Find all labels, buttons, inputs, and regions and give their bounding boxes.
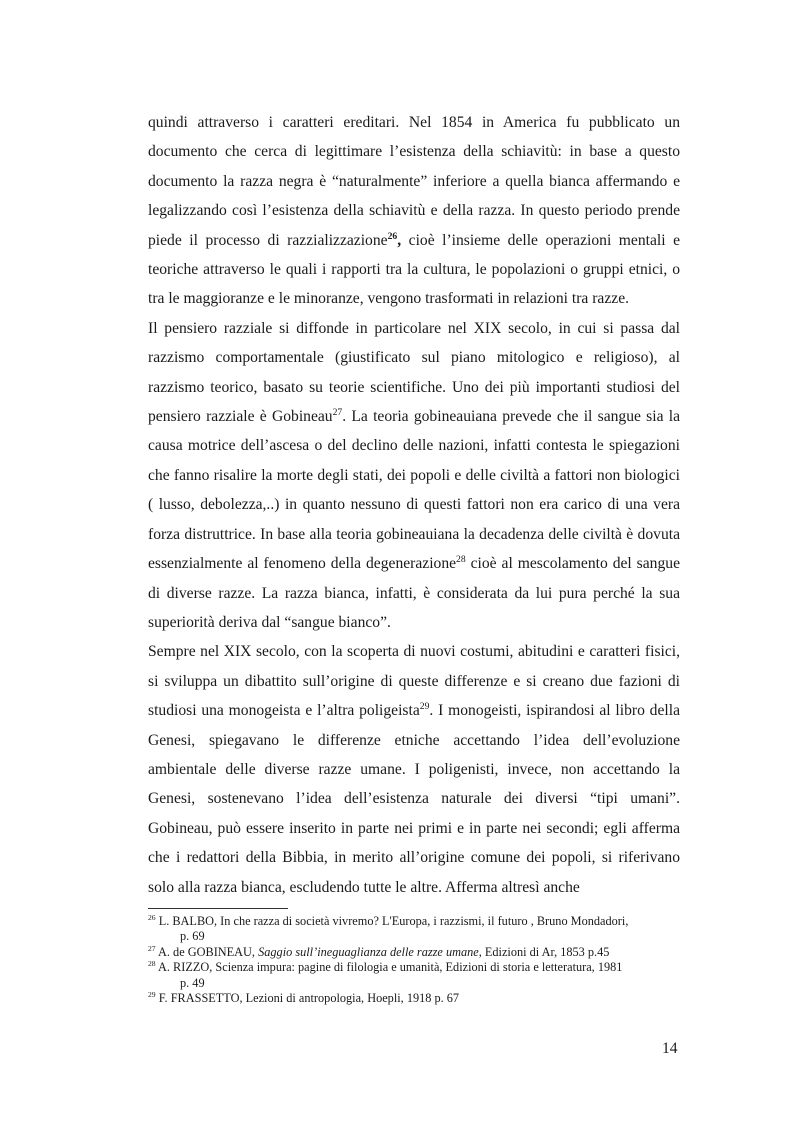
footnote-separator	[148, 908, 288, 909]
text-run: . La teoria gobineauiana prevede che il sangue sia la causa motrice dell’ascesa o del declino delle nazioni, infatti contesta le spiegazioni che fanno risalire la morte degli stati, dei popoli e delle civiltà a fattori non biologici ( lusso, debolezza,..) in quanto nessuno di questi fattori non era carico di una vera forza distruttrice. In base alla teoria gobineauiana la decadenza delle civiltà è dovuta essenzialmente al fenomeno della degenerazione	[148, 408, 681, 573]
text-run: quindi attraverso i caratteri ereditari. Nel 1854 in America fu pubblicato un documento che cerca di legittimare l’esistenza della schiavitù: in base a questo documento la razza negra è “naturalmente” inferiore a quella bianca affermando e legalizzando così l’esistenza della schiavitù e della razza. In questo periodo prende piede il processo di razzializzazione	[148, 114, 680, 249]
body-text	[148, 108, 680, 902]
paragraph-1	[148, 108, 680, 314]
footnote-text: A. de GOBINEAU,	[158, 944, 259, 959]
footnote-27	[148, 945, 680, 960]
footnote-number: 27	[148, 943, 156, 953]
footnote-28	[148, 960, 680, 991]
footnote-text: L. BALBO, In che razza di società vivremo? L'Europa, i razzismi, il futuro , Bruno Mondadori,	[158, 914, 629, 928]
text-run: Il pensiero razziale si diffonde in particolare nel XIX secolo, in cui si passa dal razzismo comportamentale (giustificato sul piano mitologico e religioso), al razzismo teorico, basato su teorie scientifiche. Uno dei più importanti studiosi del pensiero razziale è Gobineau	[148, 319, 680, 426]
footnote-number: 26	[148, 912, 156, 922]
text-run: ,	[397, 231, 402, 249]
footnote-text: , Edizioni di Ar, 1853 p.45	[478, 944, 610, 959]
footnote-title: Saggio sull’ineguaglianza delle razze umane	[258, 944, 479, 959]
footnote-29	[148, 991, 680, 1006]
footnotes	[148, 914, 680, 1006]
page-number: 14	[662, 1040, 678, 1057]
footnote-ref-27[interactable]: 27	[332, 406, 343, 418]
paragraph-3	[148, 637, 680, 902]
text-run: Sempre nel XIX secolo, con la scoperta di nuovi costumi, abitudini e caratteri fisici, si sviluppa un dibattito sull’origine di queste differenze e si creano due fazioni di studiosi una monogeista e l’altra poligeista	[148, 643, 680, 720]
footnote-text: A. RIZZO, Scienza impura: pagine di filologia e umanità, Edizioni di storia e letteratura, 1981	[158, 960, 623, 975]
footnote-ref-29[interactable]: 29	[419, 700, 430, 712]
footnote-number: 29	[148, 989, 156, 999]
footnote-ref-26[interactable]: 26	[387, 230, 398, 242]
footnote-continuation: p. 49	[180, 975, 205, 990]
text-run: cioè l’insieme delle operazioni mentali e teoriche attraverso le quali i rapporti tra la cultura, le popolazioni o gruppi etnici, o tra le maggioranze e le minoranze, vengono trasformati in relazioni tra razze.	[148, 231, 680, 308]
footnote-continuation: p. 69	[180, 929, 205, 944]
page-body	[148, 108, 680, 902]
footnote-26	[148, 914, 680, 945]
text-run: cioè al mescolamento del sangue di diverse razze. La razza bianca, infatti, è considerata da lui pura perché la sua superiorità deriva dal “sangue bianco”.	[148, 555, 680, 631]
text-run: . I monogeisti, ispirandosi al libro della Genesi, spiegavano le differenze etniche accettando l’idea dell’evoluzione ambientale delle diverse razze umane. I poligenisti, invece, non accettando la Genesi, sostenevano l’idea dell’esistenza naturale dei diversi “tipi umani”. Gobineau, può essere inserito in parte nei primi e in parte nei secondi; egli afferma che i redattori della Bibbia, in merito all’origine comune dei popoli, si riferivano solo alla razza bianca, escludendo tutte le altre. Afferma altresì anche	[148, 702, 680, 896]
footnote-number: 28	[148, 959, 156, 969]
footnote-text: F. FRASSETTO, Lezioni di antropologia, Hoepli, 1918 p. 67	[158, 991, 460, 1006]
footnote-ref-28[interactable]: 28	[456, 553, 466, 565]
paragraph-2	[148, 314, 680, 637]
